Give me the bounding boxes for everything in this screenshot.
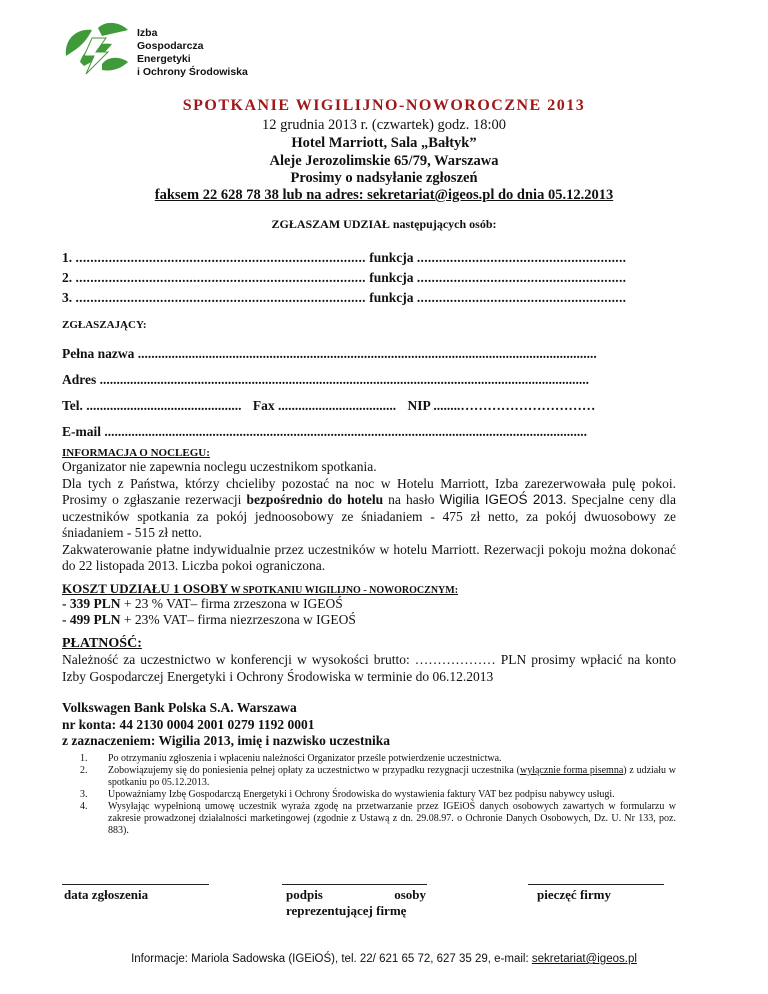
bank-account: nr konta: 44 2130 0004 2001 0279 1192 0001 [62, 716, 315, 732]
term-item: 4. Wysyłając wypełnioną umowę uczestnik wyraża zgodę na przetwarzanie przez IGEiOŚ danych osobowych zawartych w formularzu w zakresie prowadzonej działalności marketingowej (zgodnie z Ustawą z dn. 29.08.97. o Ochronie Danych Osobowych, Dz. U. Nr 133, poz. 883). [80, 801, 676, 836]
payment-text: Należność za uczestnictwo w konferencji w wysokości brutto: ……………… PLN prosimy wpłacić na konto Izby Gospodarczej Energetyki i Ochrony Środowiska w terminie do 06.12.2013 [62, 652, 676, 684]
signature-label: podpis osoby reprezentującej firmę [286, 887, 426, 918]
date-signature-line[interactable] [62, 884, 209, 885]
transfer-title: z zaznaczeniem: Wigilia 2013, imię i nazwisko uczestnika [62, 733, 390, 748]
event-address: Aleje Jerozolimskie 65/79, Warszawa [269, 153, 499, 169]
bank-name: Volkswagen Bank Polska S.A. Warszawa [62, 700, 297, 715]
reservation-paragraph: Dla tych z Państwa, którzy chcieliby pozostać na noc w Hotelu Marriott, Izba zarezerwowała pulę pokoi. Prosimy o zgłaszanie rezerwacji bezpośrednio do hotelu na hasło Wigilia IGEOŚ 2013. Specjalne ceny dla uczestników spotkania za pokój jednoosobowy ze śniadaniem - 475 zł netto, za pokój dwuosobowy ze śniadaniem - 515 zł netto. [62, 475, 676, 540]
event-date: 12 grudnia 2013 r. (czwartek) godz. 18:00 [261, 117, 506, 133]
accommodation-text [62, 459, 676, 575]
function-field[interactable]: ......................................................... [416, 250, 627, 265]
term-item: 1. Po otrzymaniu zgłoszenia i wpłaceniu należności Organizator prześle potwierdzenie uczestnictwa. [80, 753, 502, 764]
date-label: data zgłoszenia [64, 887, 149, 902]
org-line: i Ochrony Środowiska [137, 66, 248, 78]
event-venue: Hotel Marriott, Sala „Bałtyk” [291, 135, 477, 151]
event-title: SPOTKANIE WIGILIJNO-NOWOROCZNE 2013 [182, 97, 586, 114]
row-number: 1. [62, 250, 73, 265]
stamp-label: pieczęć firmy [537, 887, 611, 902]
name-field[interactable]: ............................................................................... [75, 290, 366, 305]
term-item: 3. Upoważniamy Izbę Gospodarczą Energetyki i Ochrony Środowiska do wystawienia faktury VAT bez podpisu nabywcy usługi. [80, 789, 615, 800]
address-field[interactable]: Adres ................................................................................................................................................. [62, 372, 590, 387]
payment-heading: PŁATNOŚĆ: [62, 636, 142, 651]
name-field[interactable]: ............................................................................... [75, 270, 366, 285]
fax-field[interactable]: Fax ................................... [252, 398, 397, 413]
igeos-logo [62, 18, 134, 78]
registration-request: Prosimy o nadsyłanie zgłoszeń [290, 170, 478, 186]
nip-field[interactable]: NIP ........………………………… [407, 398, 596, 413]
participant-row[interactable] [62, 250, 626, 266]
fax-email-deadline: faksem 22 628 78 38 lub na adres: sekretariat@igeos.pl do dnia 05.12.2013 [154, 187, 614, 203]
footer-contact: Informacje: Mariola Sadowska (IGEiOŚ), tel. 22/ 621 65 72, 627 35 29, e-mail: sekretariat@igeos.pl [131, 953, 637, 965]
bank-details [62, 700, 390, 750]
tel-field[interactable]: Tel. .............................................. [62, 398, 242, 413]
registration-heading: ZGŁASZAM UDZIAŁ następujących osób: [271, 217, 497, 231]
org-line: Izba [137, 27, 158, 39]
function-label: funkcja [369, 270, 414, 285]
row-number: 3. [62, 290, 73, 305]
contact-row [62, 398, 595, 414]
function-field[interactable]: ......................................................... [416, 270, 627, 285]
function-label: funkcja [369, 290, 414, 305]
name-field[interactable]: ............................................................................... [75, 250, 366, 265]
email-field[interactable]: E-mail ............................................................................................................................................... [62, 424, 587, 439]
full-name-field[interactable]: Pełna nazwa ........................................................................................................................................ [62, 346, 597, 361]
applicant-heading: ZGŁASZAJĄCY: [62, 319, 147, 331]
no-accommodation-line: Organizator nie zapewnia noclegu uczestnikom spotkania. [62, 459, 377, 474]
price-member: - 339 PLN + 23 % VAT– firma zrzeszona w IGEOŚ [62, 596, 343, 611]
payment-accommodation-paragraph: Zakwaterowanie płatne indywidualnie przez uczestników w hotelu Marriott. Rezerwacji pokoju można dokonać do 22 listopada 2013. Liczba pokoi ograniczona. [62, 541, 676, 573]
term-item: 2. Zobowiązujemy się do poniesienia pełnej opłaty za uczestnictwo w przypadku rezygnacji uczestnika (wyłącznie forma pisemna) z udziału w spotkaniu po 05.12.2013. [80, 765, 676, 788]
org-line: Energetyki [137, 53, 191, 65]
accommodation-heading: INFORMACJA O NOCLEGU: [62, 447, 210, 459]
sign-signature-line[interactable] [282, 884, 427, 885]
function-label: funkcja [369, 250, 414, 265]
org-line: Gospodarcza [137, 40, 204, 52]
participant-row[interactable] [62, 290, 626, 306]
cost-heading: KOSZT UDZIAŁU 1 OSOBY W SPOTKANIU WIGILIJNO - NOWOROCZNYM: [62, 581, 459, 596]
participant-row[interactable] [62, 270, 626, 286]
price-non-member: - 499 PLN + 23% VAT– firma niezrzeszona w IGEOŚ [62, 612, 356, 627]
stamp-signature-line[interactable] [528, 884, 664, 885]
footer-email-link[interactable]: sekretariat@igeos.pl [531, 953, 637, 965]
org-name [137, 27, 248, 79]
row-number: 2. [62, 270, 73, 285]
terms-list [80, 753, 676, 837]
function-field[interactable]: ......................................................... [416, 290, 627, 305]
